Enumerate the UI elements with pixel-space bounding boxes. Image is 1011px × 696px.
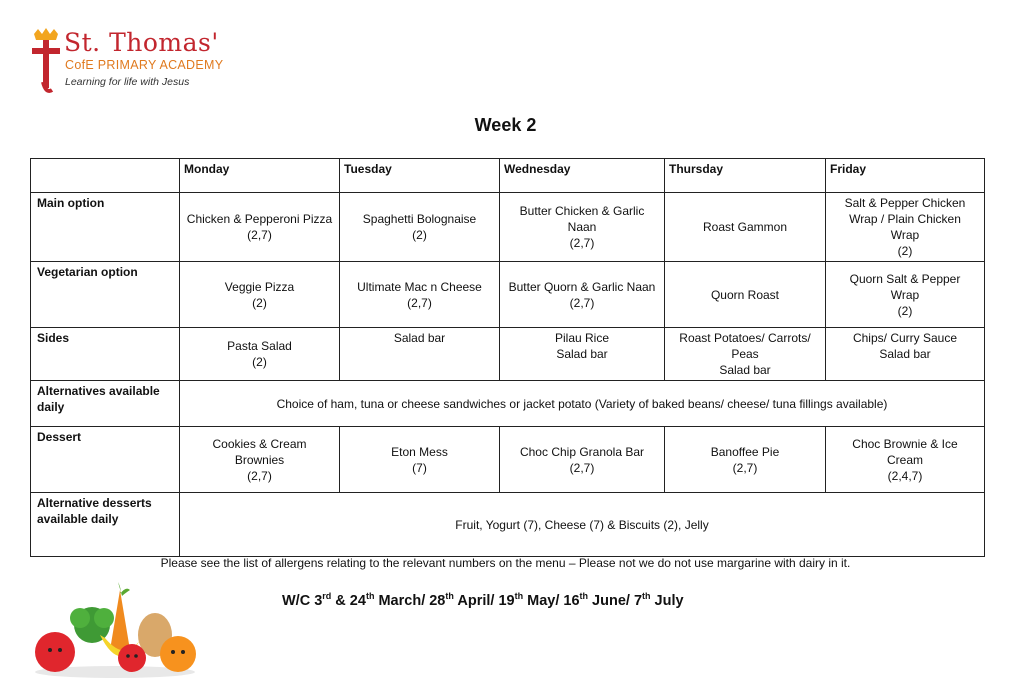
date-text: June/ 7 [588,592,643,609]
menu-cell-line: Wrap [890,287,920,302]
menu-cell [180,193,340,262]
menu-cell-line: Roast Potatoes/ Carrots/ [679,331,811,345]
menu-cell-line: (2,7) [247,468,272,483]
row-label: Main option [31,193,180,262]
menu-cell-line: (2,7) [569,295,595,310]
menu-cell [826,262,985,328]
menu-row [31,493,985,557]
day-header: Friday [826,159,985,193]
menu-cell-line: (2,7) [247,228,272,242]
menu-cell-line: Naan [567,220,597,234]
menu-cell-line: Spaghetti Bolognaise [362,212,477,226]
page-title: Week 2 [474,115,537,135]
date-suffix: th [579,591,589,601]
date-suffix: th [642,591,651,601]
allergen-note: Please see the list of allergens relating to the relevant numbers on the menu – Please not we do not use margarine with dairy in it. [160,556,851,570]
row-label: Dessert [31,427,180,493]
menu-cell [826,427,985,493]
menu-row [31,381,985,427]
menu-cell-line: Butter Quorn & Garlic Naan [508,279,656,294]
school-logo [28,26,248,96]
row-label: Vegetarian option [31,262,180,328]
menu-row [31,193,985,262]
menu-cell-line: (2) [897,303,913,318]
menu-cell-line: Chicken & Pepperoni Pizza [186,212,333,226]
menu-cell [500,262,665,328]
menu-cell [180,262,340,328]
menu-cell-line: (2) [252,355,267,369]
menu-cell [665,262,826,328]
menu-cell-line: Veggie Pizza [224,279,295,294]
cross-crown-icon [28,26,64,96]
menu-row [31,427,985,493]
dates-prefix: W/C 3 [282,592,323,609]
menu-cell [500,193,665,262]
menu-cell [340,328,500,381]
menu-cell-line: (2,7) [569,236,595,250]
menu-cell-line: (2) [252,295,267,310]
menu-cell-line: Ultimate Mac n Cheese [357,279,482,294]
menu-row [31,262,985,328]
menu-cell-line: Cookies & Cream [212,436,307,451]
day-header: Thursday [665,159,826,193]
menu-cell-line: Salad bar [719,363,771,377]
date-suffix: th [514,591,524,601]
menu-cell-line: Quorn Roast [710,287,780,302]
menu-cell-line: Banoffee Pie [710,444,780,459]
daily-option-cell: Choice of ham, tuna or cheese sandwiches or jacket potato (Variety of baked beans/ cheese/ tuna fillings available) [180,381,985,427]
date-text: March/ 28 [374,592,446,609]
date-text: April/ 19 [453,592,515,609]
date-text: & 24 [331,592,366,609]
date-suffix: th [365,591,375,601]
header-blank-cell [31,159,180,193]
date-suffix: rd [322,591,332,601]
menu-cell [500,328,665,381]
logo-name: St. Thomas' [64,28,219,57]
menu-cell [826,328,985,381]
menu-cell-line: Eton Mess [391,444,448,459]
day-header: Tuesday [340,159,500,193]
date-text: July [650,592,684,609]
logo-tagline: Learning for life with Jesus [65,76,190,88]
date-suffix: th [445,591,454,601]
menu-cell-line: Wrap [890,228,920,242]
menu-cell [340,427,500,493]
menu-row [31,328,985,381]
date-text: May/ 16 [523,592,580,609]
menu-cell [665,193,826,262]
menu-cell-line: Choc Brownie & Ice [852,436,958,451]
menu-cell-line: Brownies [234,452,285,467]
week-dates [282,591,684,609]
menu-cell [500,427,665,493]
menu-cell-line: (2) [897,244,913,258]
menu-cell-line: Roast Gammon [702,220,788,234]
menu-cell [665,427,826,493]
menu-cell-line: Salad bar [393,331,446,345]
menu-cell-line: Choc Chip Granola Bar [519,444,645,459]
menu-cell-line: (7) [412,460,427,475]
daily-option-cell: Fruit, Yogurt (7), Cheese (7) & Biscuits (2), Jelly [180,493,985,557]
menu-cell-line: Pilau Rice [554,331,610,345]
day-header: Wednesday [500,159,665,193]
menu-cell-line: Quorn Salt & Pepper [849,271,961,286]
menu-cell-line: Peas [731,347,759,361]
menu-cell [180,427,340,493]
row-label: Alternative desserts available daily [31,493,180,557]
menu-table [30,158,985,557]
fruit-veg-illustration [30,580,200,680]
menu-cell [180,328,340,381]
menu-cell [826,193,985,262]
menu-cell-line: Salt & Pepper Chicken [844,196,966,210]
menu-cell [340,193,500,262]
menu-cell-line: Butter Chicken & Garlic [519,204,645,218]
menu-cell [340,262,500,328]
menu-cell-line: Chips/ Curry Sauce [852,331,958,345]
menu-cell-line: Cream [886,452,923,467]
logo-subtitle: CofE PRIMARY ACADEMY [65,58,224,72]
menu-cell-line: (2,4,7) [887,468,923,483]
menu-cell-line: (2,7) [569,460,595,475]
menu-cell [665,328,826,381]
menu-cell-line: (2,7) [407,295,432,310]
menu-cell-line: (2) [412,228,427,242]
menu-cell-line: Salad bar [879,347,931,361]
menu-cell-line: Salad bar [556,347,608,361]
menu-cell-line: (2,7) [732,460,758,475]
row-label: Sides [31,328,180,381]
menu-cell-line: Pasta Salad [227,339,292,353]
day-header: Monday [180,159,340,193]
row-label: Alternatives available daily [31,381,180,427]
menu-cell-line: Wrap / Plain Chicken [849,212,961,226]
